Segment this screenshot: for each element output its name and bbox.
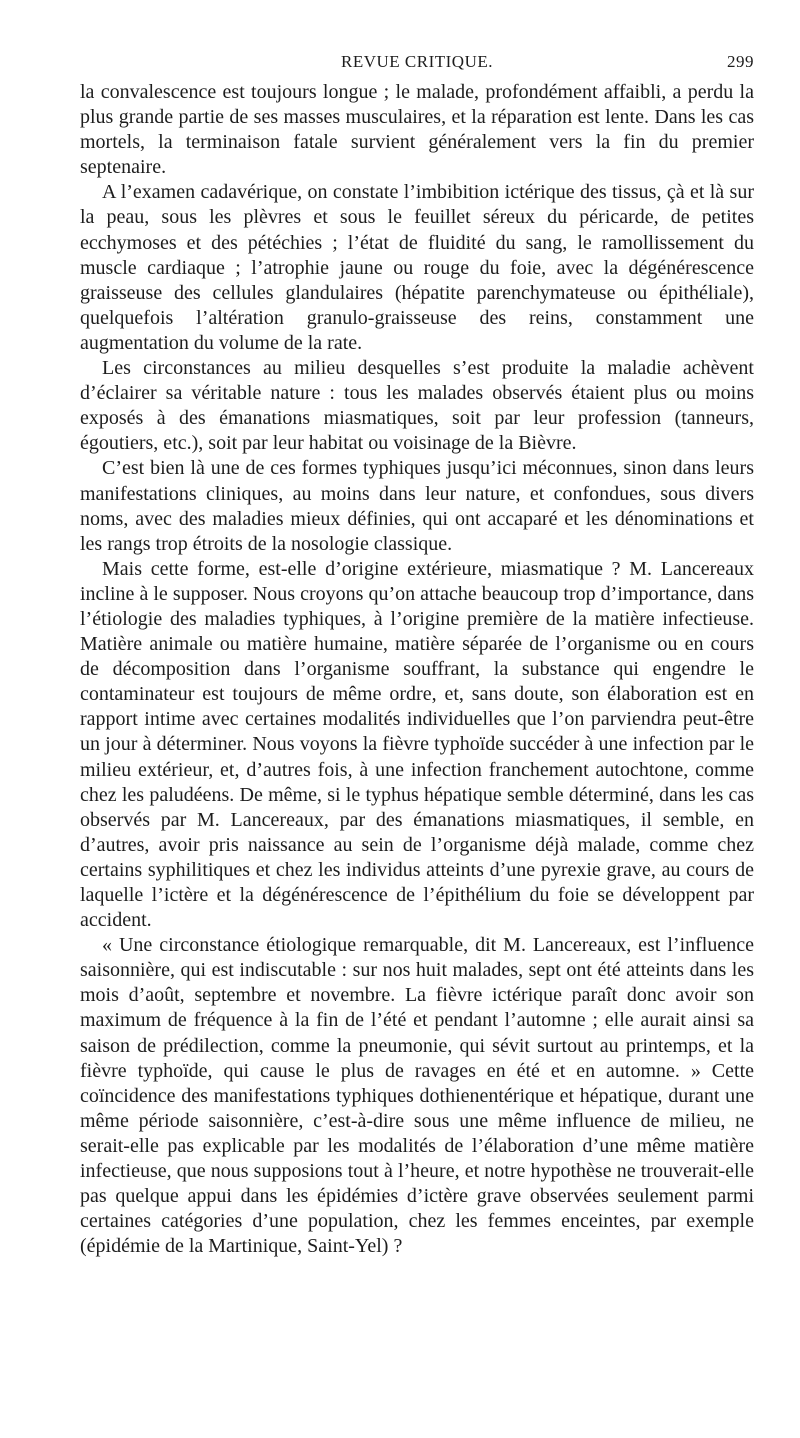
paragraph: Mais cette forme, est-elle d’origine extérieure, miasmatique ? M. Lancereaux incline à le supposer. Nous croyons qu’on attache beaucoup trop d’importance, dans l’étiologie des maladies typhiques, à l’origine première de la matière infectieuse. Matière animale ou matière humaine, matière séparée de l’organisme ou en cours de décomposition dans l’organisme souffrant, la substance qui engendre le contaminateur est toujours de même ordre, et, sans doute, son élaboration est en rapport intime avec certaines modalités individuelles que l’on parviendra peut-être un jour à déterminer. Nous voyons la fièvre typhoïde succéder à une infection par le milieu extérieur, et, d’autres fois, à une infection franchement autochtone, comme chez les paludéens. De même, si le typhus hépatique semble déterminé, dans les cas observés par M. Lancereaux, par des émanations miasmatiques, il semble, en d’autres, avoir pris naissance au sein de l’organisme déjà malade, comme chez certains syphilitiques et chez les individus atteints d’une pyrexie grave, au cours de laquelle l’ictère et la dégénérescence de l’épithélium du foie se développent par accident. xyxy=(80,557,754,932)
running-title: REVUE CRITIQUE. xyxy=(341,52,493,71)
paragraph: la convalescence est toujours longue ; le malade, profondément affaibli, a perdu la plus grande partie de ses masses musculaires, et la réparation est lente. Dans les cas mortels, la terminaison fatale survient généralement vers la fin du premier septenaire. xyxy=(80,81,754,179)
running-head xyxy=(80,52,754,80)
paragraph: A l’examen cadavérique, on constate l’imbibition ictérique des tissus, çà et là sur la peau, sous les plèvres et sous le feuillet séreux du péricarde, de petites ecchymoses et des pétéchies ; l’état de fluidité du sang, le ramollissement du muscle cardiaque ; l’atrophie jaune ou rouge du foie, avec la dégénérescence graisseuse des cellules glandulaires (hépatite parenchymateuse ou épithéliale), quelquefois l’altération granulo-graisseuse des reins, constamment une augmentation du volume de la rate. xyxy=(80,181,754,354)
paragraph: « Une circonstance étiologique remarquable, dit M. Lancereaux, est l’influence saisonnière, qui est indiscutable : sur nos huit malades, sept ont été atteints dans les mois d’août, septembre et novembre. La fièvre ictérique paraît donc avoir son maximum de fréquence à la fin de l’été et pendant l’automne ; elle aurait ainsi sa saison de prédilection, comme la pneumonie, qui sévit surtout au printemps, et la fièvre typhoïde, qui cause le plus de ravages en été et en automne. » Cette coïncidence des manifestations typhiques dothienentérique et hépatique, durant une même période saisonnière, c’est-à-dire sous une même influence de milieu, ne serait-elle pas explicable par les modalités de l’élaboration d’une même matière infectieuse, que nous supposions tout à l’heure, et notre hypothèse ne trouverait-elle pas quelque appui dans les épidémies d’ictère grave observées seulement parmi certaines catégories d’une population, chez les femmes enceintes, par exemple (épidémie de la Martinique, Saint-Yel) ? xyxy=(80,934,754,1258)
document-page xyxy=(80,52,754,1259)
paragraph: C’est bien là une de ces formes typhiques jusqu’ici méconnues, sinon dans leurs manifestations cliniques, au moins dans leur nature, et confondues, sous divers noms, avec des maladies mieux définies, qui ont accaparé et les dénominations et les rangs trop étroits de la nosologie classique. xyxy=(80,457,754,555)
paragraph: Les circonstances au milieu desquelles s’est produite la maladie achèvent d’éclairer sa véritable nature : tous les malades observés étaient plus ou moins exposés à des émanations miasmatiques, soit par leur profession (tanneurs, égoutiers, etc.), soit par leur habitat ou voisinage de la Bièvre. xyxy=(80,357,754,455)
body-text xyxy=(80,80,754,1259)
page-number: 299 xyxy=(727,52,754,71)
